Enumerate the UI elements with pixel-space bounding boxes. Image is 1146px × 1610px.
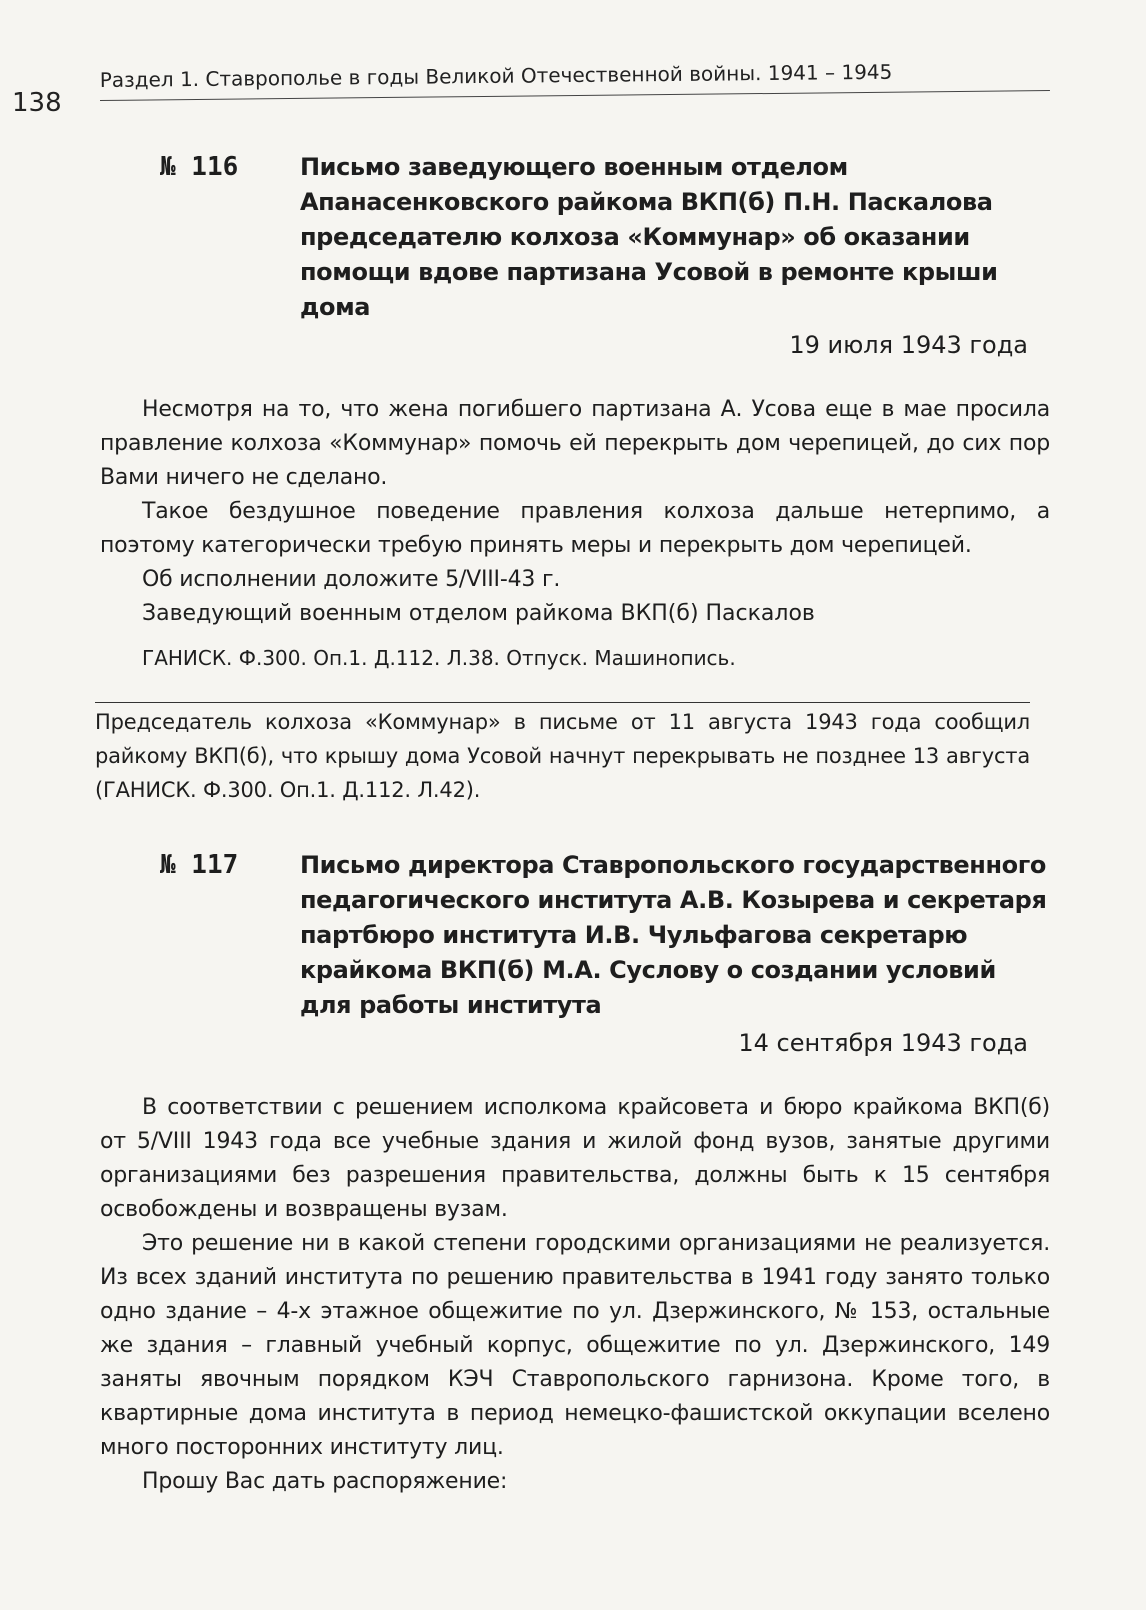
page-number: 138 bbox=[12, 88, 62, 118]
document-116-number: № 116 bbox=[160, 152, 239, 182]
document-117-paragraph-2: Это решение ни в какой степени городскими организациями не реализуется. Из всех зданий института по решению правительства в 1941 году занято только одно здание – 4-х этажное общежитие по ул. Дзержинского, № 153, остальные же здания – главный учебный корпус, общежитие по ул. Дзержинского, 149 заняты явочным порядком КЭЧ Ставропольского гарнизона. Кроме того, в квартирные дома института в период немецко-фашистской оккупации вселено много посторонних институту лиц. bbox=[100, 1231, 1050, 1460]
document-117-number: № 117 bbox=[160, 850, 239, 880]
running-head: Раздел 1. Ставрополье в годы Великой Отечественной войны. 1941 – 1945 bbox=[100, 58, 1050, 101]
document-116-paragraph-3: Об исполнении доложите 5/VIII-43 г. bbox=[142, 567, 561, 592]
document-116-signature: Заведующий военным отделом райкома ВКП(б) Паскалов bbox=[142, 601, 815, 626]
document-116-date: 19 июля 1943 года bbox=[789, 331, 1028, 359]
document-117-paragraph-1: В соответствии с решением исполкома крайсовета и бюро крайкома ВКП(б) от 5/VIII 1943 года все учебные здания и жилой фонд вузов, занятые другими организациями без разрешения правительства, должны быть к 15 сентября освобождены и возвращены вузам. bbox=[100, 1095, 1050, 1222]
document-116-archive-reference: ГАНИСК. Ф.300. Оп.1. Д.112. Л.38. Отпуск. Машинопись. bbox=[142, 646, 736, 670]
document-117 bbox=[100, 848, 1050, 1499]
document-116-title: Письмо заведующего военным отделом Апанасенковского райкома ВКП(б) П.Н. Паскалова председателю колхоза «Коммунар» об оказании помощи вдове партизана Усовой в ремонте крыши дома bbox=[300, 153, 998, 321]
document-117-header bbox=[100, 848, 1050, 1023]
document-116-paragraph-2: Такое бездушное поведение правления колхоза дальше нетерпимо, а поэтому категорически требую принять меры и перекрыть дом черепицей. bbox=[100, 499, 1050, 558]
document-117-date: 14 сентября 1943 года bbox=[738, 1029, 1028, 1057]
document-116 bbox=[100, 150, 1050, 673]
document-116-header bbox=[100, 150, 1050, 325]
document-117-title: Письмо директора Ставропольского государственного педагогического института А.В. Козырева и секретаря партбюро института И.В. Чульфагова секретарю крайкома ВКП(б) М.А. Суслову о создании условий для работы института bbox=[300, 851, 1047, 1019]
footnote: Председатель колхоза «Коммунар» в письме от 11 августа 1943 года сообщил райкому ВКП(б), что крышу дома Усовой начнут перекрывать не позднее 13 августа (ГАНИСК. Ф.300. Оп.1. Д.112. Л.42). bbox=[95, 702, 1030, 807]
document-117-paragraph-3: Прошу Вас дать распоряжение: bbox=[142, 1469, 508, 1494]
document-116-paragraph-1: Несмотря на то, что жена погибшего партизана А. Усова еще в мае просила правление колхоза «Коммунар» помочь ей перекрыть дом черепицей, до сих пор Вами ничего не сделано. bbox=[100, 397, 1050, 490]
